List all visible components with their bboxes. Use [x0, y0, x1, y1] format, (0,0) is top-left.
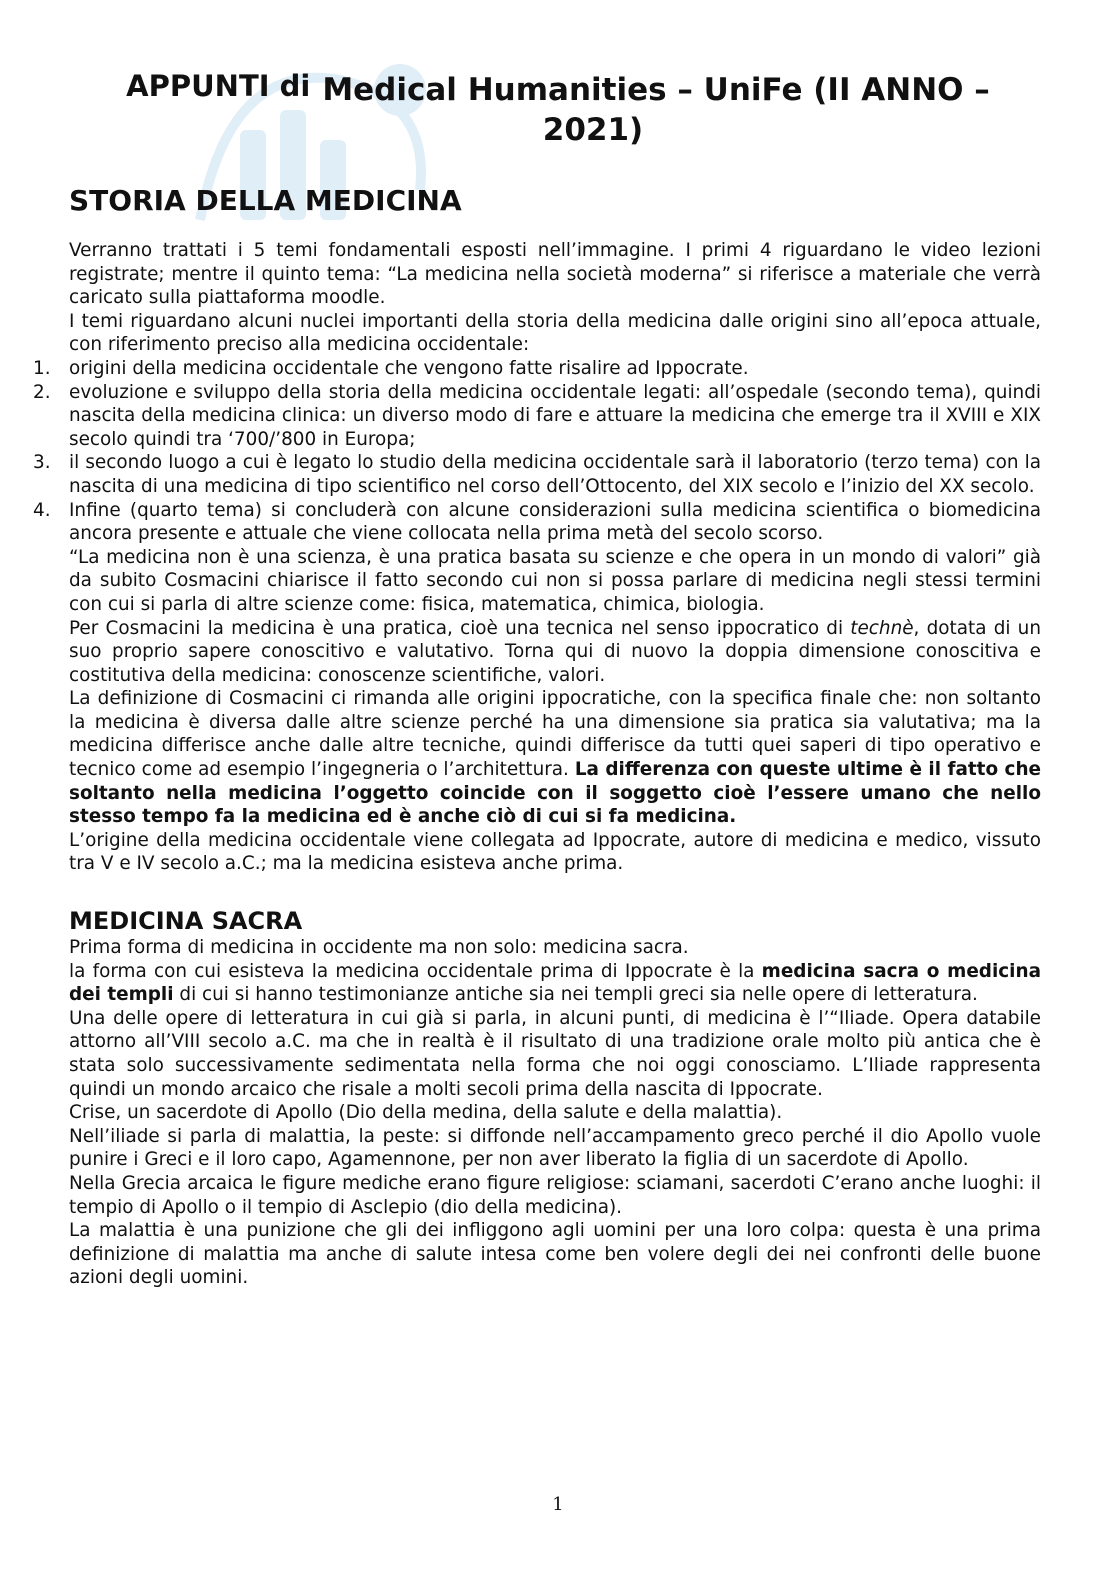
paragraph-intro-2: I temi riguardano alcuni nuclei importanti della storia della medicina dalle origini sino all’epoca attuale, con riferimento preciso alla medicina occidentale:: [69, 310, 1041, 356]
paragraph-sacra-6: Nella Grecia arcaica le figure mediche erano figure religiose: sciamani, sacerdoti C’erano anche luoghi: il tempio di Apollo o il tempio di Asclepio (dio della medicina).: [69, 1172, 1041, 1218]
document-body: [33, 183, 1042, 1290]
themes-list: [33, 357, 1041, 546]
sacra-2-text-b: di cui si hanno testimonianze antiche sia nei templi greci sia nelle opere di letteratura.: [173, 984, 978, 1006]
definition-text: La definizione di Cosmacini ci rimanda alle origini ippocratiche, con la specifica finale che: non soltanto la medicina è diversa dalle altre scienze perché ha una dimensione sia pratica sia valutativa; ma la medicina differisce anche dalle altre tecniche, quindi differisce da tutti quei saperi di tipo operativo e tecnico come ad esempio l’ingegneria o l’architettura.: [69, 688, 1041, 781]
list-item: [33, 451, 1041, 498]
paragraph-sacra-7: La malattia è una punizione che gli dei infliggono agli uomini per una loro colpa: questa è una prima definizione di malattia ma anche di salute intesa come ben volere degli dei nei confronti delle buone azioni degli uomini.: [69, 1220, 1041, 1289]
list-item-text: origini della medicina occidentale che vengono fatte risalire ad Ippocrate.: [69, 357, 749, 379]
paragraph-sacra-3: Una delle opere di letteratura in cui già si parla, in alcuni punti, di medicina è l’“Iliade. Opera databile attorno all’VIII secolo a.C. ma che in realtà è il risultato di una tradizione orale molto più antica che è stata solo successivamente sedimentata nella forma che noi oggi conosciamo. L’Iliade rappresenta quindi un mondo arcaico che risale a molti secoli prima della nascita di Ippocrate.: [69, 1007, 1041, 1100]
paragraph-definition: [69, 687, 1041, 829]
list-item-text: il secondo luogo a cui è legato lo studio della medicina occidentale sarà il laboratorio (terzo tema) con la nascita di una medicina di tipo scientifico nel corso dell’Ottocento, del XIX secolo e l’inizio del XX secolo.: [69, 452, 1041, 497]
list-item-number: 3.: [33, 452, 51, 474]
paragraph-cosmacini-techne: [69, 617, 1041, 688]
title-prefix: APPUNTI di: [126, 69, 311, 103]
sacra-2-text-a: la forma con cui esisteva la medicina occidentale prima di Ippocrate è la: [69, 960, 762, 982]
definition-bold: La differenza con queste ultime è il fatto che soltanto nella medicina l’oggetto coincide con il soggetto cioè l’essere umano che nello stesso tempo fa la medicina ed è anche ciò di cui si fa medicina.: [69, 759, 1042, 828]
list-item-text: evoluzione e sviluppo della storia della medicina occidentale legati: all’ospedale (secondo tema), quindi nascita della medicina clinica: un diverso modo di fare e attuare la medicina che emerge tra il XVIII e XIX secolo quindi tra ‘700/’800 in Europa;: [69, 381, 1041, 450]
paragraph-sacra-5: Nell’iliade si parla di malattia, la peste: si diffonde nell’accampamento greco perché il dio Apollo vuole punire i Greci e il loro capo, Agamennone, per non aver liberato la figlia di un sacerdote di Apollo.: [69, 1125, 1041, 1171]
sacra-2-bold: medicina sacra o medicina dei templi: [69, 960, 1041, 1006]
list-item-number: 1.: [33, 357, 51, 379]
list-item-number: 4.: [33, 499, 51, 521]
list-item: [33, 357, 1041, 381]
page-number: 1: [552, 1494, 564, 1515]
techne-term: technè: [850, 617, 914, 639]
list-item-text: Infine (quarto tema) si concluderà con alcune considerazioni sulla medicina scientifica o biomedicina ancora presente e attuale che viene collocata nella prima metà del secolo scorso.: [69, 499, 1041, 545]
list-item: [33, 499, 1041, 546]
paragraph-sacra-2: [69, 960, 1041, 1007]
paragraph-sacra-4: Crise, un sacerdote di Apollo (Dio della medina, della salute e della malattia).: [69, 1102, 783, 1124]
techne-text-b: , dotata di un suo proprio sapere conoscitivo e valutativo. Torna qui di nuovo la doppia dimensione conoscitiva e costitutiva della medicina: conoscenze scientifiche, valori.: [69, 617, 1041, 686]
techne-text-a: Per Cosmacini la medicina è una pratica, cioè una tecnica nel senso ippocratico di: [69, 617, 851, 639]
paragraph-sacra-1: Prima forma di medicina in occidente ma non solo: medicina sacra.: [69, 937, 689, 959]
title-main-line1: Medical Humanities – UniFe (II ANNO –: [322, 72, 990, 108]
paragraph-cosmacini-quote: “La medicina non è una scienza, è una pratica basata su scienze e che opera in un mondo di valori” già da subito Cosmacini chiarisce il fatto secondo cui non si possa parlare di medicina negli stessi termini con cui si parla di altre scienze come: fisica, matematica, chimica, biologia.: [69, 546, 1041, 615]
title-main-line2: 2021): [542, 112, 644, 148]
document-title: [0, 70, 1116, 150]
paragraph-origin: L’origine della medicina occidentale viene collegata ad Ippocrate, autore di medicina e medico, vissuto tra V e IV secolo a.C.; ma la medicina esisteva anche prima.: [69, 829, 1041, 875]
section-heading-medicina-sacra: MEDICINA SACRA: [69, 907, 303, 936]
list-item: [33, 381, 1041, 452]
list-item-number: 2.: [33, 381, 51, 403]
paragraph-intro-1: Verranno trattati i 5 temi fondamentali esposti nell’immagine. I primi 4 riguardano le video lezioni registrate; mentre il quinto tema: “La medicina nella società moderna” si riferisce a materiale che verrà caricato sulla piattaforma moodle.: [69, 240, 1041, 309]
section-heading-storia: STORIA DELLA MEDICINA: [69, 184, 462, 217]
